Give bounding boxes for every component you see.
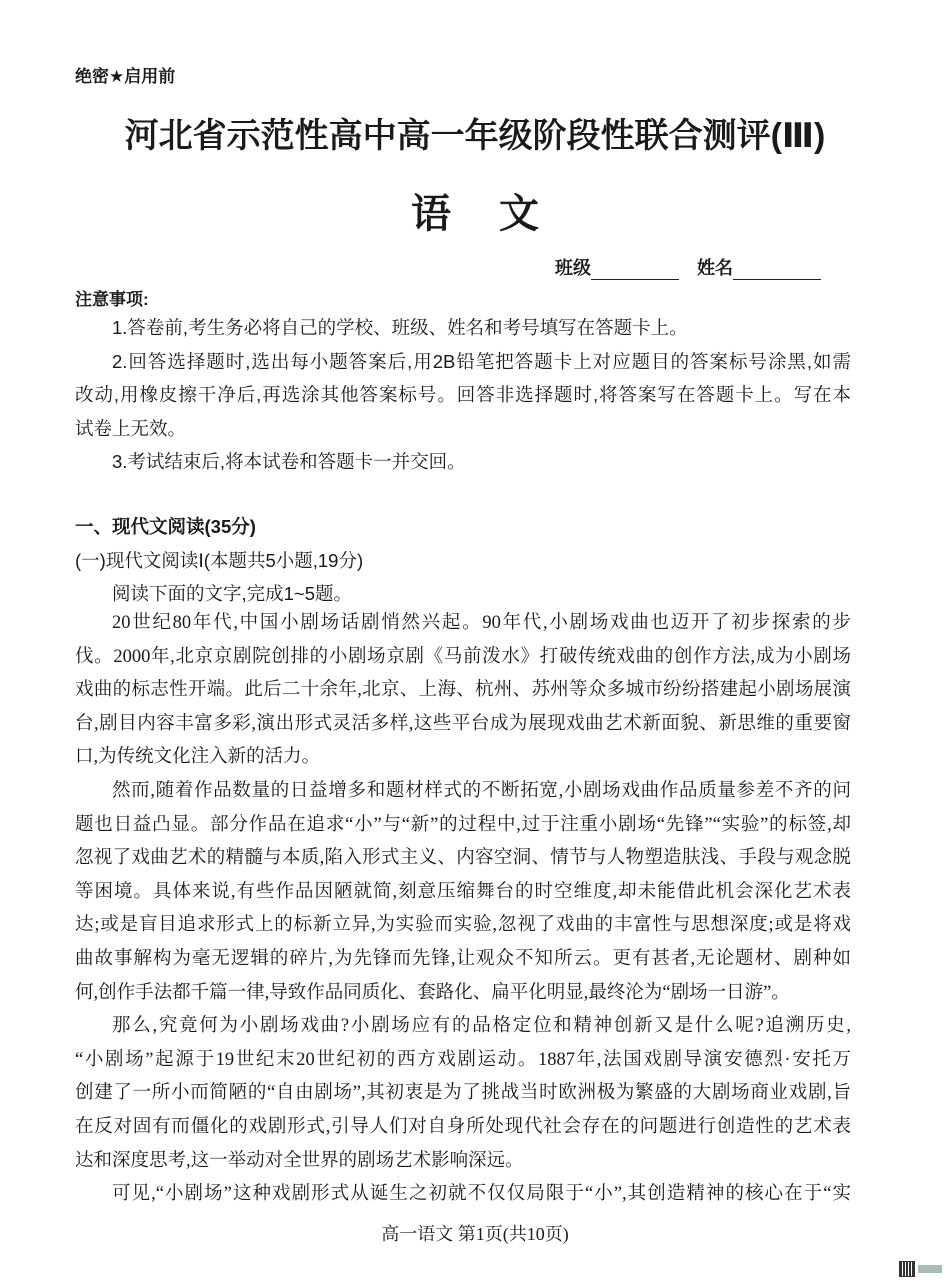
passage-line: 口,为传统文化注入新的活力。 bbox=[75, 747, 321, 768]
notice-line: 1.答卷前,考生务必将自己的学校、班级、姓名和考号填写在答题卡上。 bbox=[112, 317, 688, 338]
qr-code-icon bbox=[899, 1261, 915, 1277]
page-footer: 高一语文 第1页(共10页) bbox=[381, 1224, 569, 1244]
passage-line: 何,创作手法都千篇一律,导致作品同质化、套路化、扁平化明显,最终沦为“剧场一日游”。 bbox=[75, 982, 790, 1003]
confidential-label: 绝密★启用前 bbox=[75, 67, 176, 86]
notice-list bbox=[75, 311, 851, 479]
passage-line: 20世纪80年代,中国小剧场话剧悄然兴起。90年代,小剧场戏曲也迈开了初步探索的步 bbox=[112, 613, 851, 633]
passage-line: 伐。2000年,北京京剧院创排的小剧场京剧《马前泼水》打破传统戏曲的创作方法,成为小剧场 bbox=[75, 646, 851, 667]
passage-line: 忽视了戏曲艺术的精髓与本质,陷入形式主义、内容空洞、情节与人物塑造肤浅、手段与观念脱 bbox=[75, 848, 851, 869]
scanner-logo bbox=[918, 1265, 942, 1273]
subject-char: 语 bbox=[411, 192, 451, 236]
class-field[interactable] bbox=[555, 254, 679, 280]
passage-line: 达;或是盲目追求形式上的标新立异,为实验而实验,忽视了戏曲的丰富性与思想深度;或是将戏 bbox=[75, 915, 851, 936]
scanner-watermark bbox=[899, 1261, 942, 1277]
exam-title: 河北省示范性高中高一年级阶段性联合测评(Ⅲ) bbox=[124, 117, 826, 155]
class-blank[interactable] bbox=[591, 261, 679, 280]
notice-line: 改动,用橡皮擦干净后,再选涂其他答案标号。回答非选择题时,将答案写在答题卡上。写在本 bbox=[75, 384, 851, 406]
passage-line: 曲故事解构为毫无逻辑的碎片,为先锋而先锋,让观众不知所云。更有甚者,无论题材、剧种如 bbox=[75, 948, 851, 969]
notice-heading: 注意事项: bbox=[75, 290, 149, 309]
passage-line: 台,剧目内容丰富多彩,演出形式灵活多样,这些平台成为展现戏曲艺术新面貌、新思维的重要窗 bbox=[75, 713, 851, 734]
class-label: 班级 bbox=[555, 258, 591, 278]
subject-title bbox=[0, 182, 950, 239]
reading-passage bbox=[75, 607, 851, 1212]
section-header bbox=[75, 510, 851, 611]
subject-char: 文 bbox=[499, 192, 539, 236]
passage-line: 然而,随着作品数量的日益增多和题材样式的不断拓宽,小剧场戏曲作品质量参差不齐的问 bbox=[112, 780, 851, 801]
passage-line: 可见,“小剧场”这种戏剧形式从诞生之初就不仅仅局限于“小”,其创造精神的核心在于“实 bbox=[112, 1184, 851, 1205]
section-heading: 一、现代文阅读(35分) bbox=[75, 516, 256, 537]
name-blank[interactable] bbox=[733, 261, 821, 280]
notice-line: 2.回答选择题时,选出每小题答案后,用2B铅笔把答题卡上对应题目的答案标号涂黑,如需 bbox=[112, 350, 851, 372]
notice-line: 3.考试结束后,将本试卷和答题卡一并交回。 bbox=[112, 451, 466, 473]
name-field[interactable] bbox=[697, 254, 821, 280]
passage-line: 戏曲的标志性开端。此后二十余年,北京、上海、杭州、苏州等众多城市纷纷搭建起小剧场展演 bbox=[75, 680, 851, 701]
reading-instruction: 阅读下面的文字,完成1~5题。 bbox=[112, 583, 353, 605]
passage-line: “小剧场”起源于19世纪末20世纪初的西方戏剧运动。1887年,法国戏剧导演安德烈·安托万 bbox=[75, 1049, 851, 1070]
passage-line: 题也日益凸显。部分作品在追求“小”与“新”的过程中,过于注重小剧场“先锋”“实验”的标签,却 bbox=[75, 814, 851, 835]
passage-line: 那么,究竟何为小剧场戏曲?小剧场应有的品格定位和精神创新又是什么呢?追溯历史, bbox=[112, 1016, 851, 1037]
name-label: 姓名 bbox=[697, 258, 733, 278]
passage-line: 达和深度思考,这一举动对全世界的剧场艺术影响深远。 bbox=[75, 1150, 524, 1171]
passage-line: 创建了一所小而简陋的“自由剧场”,其初衷是为了挑战当时欧洲极为繁盛的大剧场商业戏剧,旨 bbox=[75, 1083, 851, 1104]
section-subheading: (一)现代文阅读Ⅰ(本题共5小题,19分) bbox=[75, 549, 364, 571]
passage-line: 在反对固有而僵化的戏剧形式,引导人们对自身所处现代社会存在的问题进行创造性的艺术表 bbox=[75, 1116, 851, 1137]
passage-line: 等困境。具体来说,有些作品因陋就简,刻意压缩舞台的时空维度,却未能借此机会深化艺术表 bbox=[75, 881, 851, 902]
student-info-fields bbox=[555, 254, 821, 280]
notice-line: 试卷上无效。 bbox=[75, 417, 187, 439]
